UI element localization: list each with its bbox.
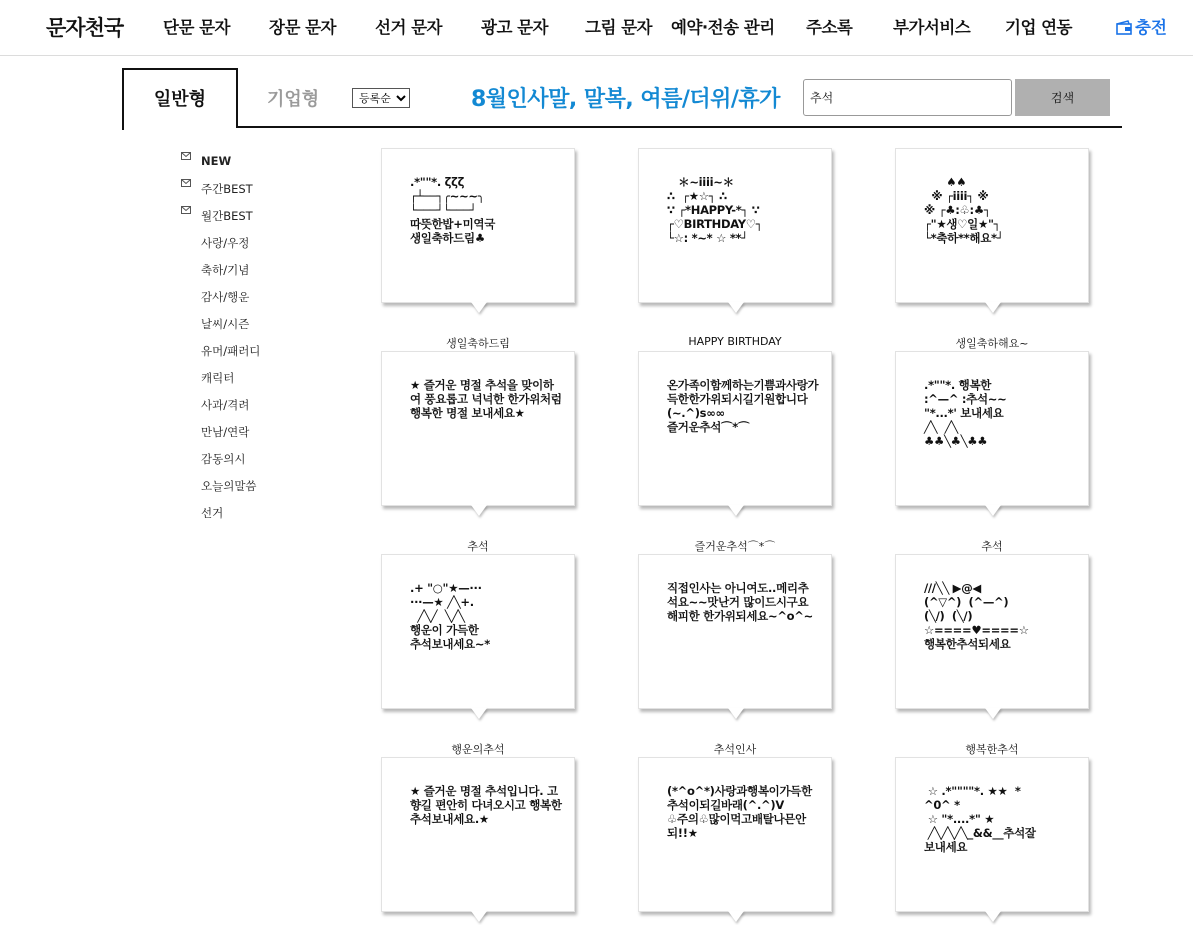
sidebar-item-apology-cheer[interactable] [178, 393, 308, 420]
message-card-grid [381, 148, 1091, 925]
card-title[interactable]: 생일축하드림 [446, 337, 510, 350]
card-message: ＊~iiii~＊ ∴ ┌★☆┐ ∴ ∵ ┌*HAPPY-*┐ ∵ ┌♡BIRTHDAY♡┐ └☆: *~* ☆ **┘ [667, 175, 763, 245]
sidebar-item-label: 주간BEST [201, 182, 253, 196]
charge-button[interactable] [1116, 14, 1167, 38]
nav-election-message[interactable]: 선거 문자 [375, 18, 443, 37]
message-card[interactable] [895, 351, 1089, 506]
category-tabs-row [122, 68, 1122, 128]
card-message: ///╲╲ ▶@◀ (^▽^) (^—^) (╲/) (╲/) ☆====♥====☆ 행복한추석되세요 [924, 581, 1029, 651]
mail-icon [181, 206, 191, 214]
site-logo[interactable]: 문자천국 [46, 16, 124, 40]
nav-business-integration[interactable]: 기업 연동 [1005, 18, 1073, 37]
card-message: ☆ .*""""*. ★★ * ^0^ * ☆ "*....*" ★ ╱╲╱╲╱╲_&&__추석잘 보내세요 [924, 784, 1036, 854]
sidebar-item-todays-word[interactable] [178, 474, 308, 501]
category-sidebar [178, 150, 308, 528]
card-tail [471, 911, 487, 922]
promo-banner-text[interactable]: 8월인사말, 말복, 여름/더위/휴가 [471, 87, 780, 112]
card-tail [728, 708, 744, 719]
sidebar-item-humor-parody[interactable] [178, 339, 308, 366]
card-title[interactable]: 생일축하해요~ [955, 337, 1029, 350]
sidebar-item-label: 감동의시 [201, 452, 246, 466]
mail-icon [181, 179, 191, 187]
card-message: ★ 즐거운 명절 추석을 맞이하여 풍요롭고 넉넉한 한가위처럼 행복한 명절 보내세요★ [410, 378, 566, 420]
card-tail [985, 302, 1001, 313]
card-tail [985, 505, 1001, 516]
message-card[interactable] [638, 351, 832, 506]
card-title[interactable]: 행운의추석 [451, 743, 505, 756]
card-tail [471, 505, 487, 516]
card-title[interactable]: HAPPY BIRTHDAY [688, 335, 782, 348]
sidebar-item-label: 월간BEST [201, 209, 253, 223]
nav-short-message[interactable]: 단문 문자 [163, 18, 231, 37]
message-card[interactable] [381, 351, 575, 506]
message-card[interactable] [638, 148, 832, 303]
top-nav [0, 0, 1193, 56]
message-card[interactable] [895, 148, 1089, 303]
card-message: .+ "○"★—··· ···—★ ╱╲+. ╱╲╱ ╲╱╲ 행운이 가득한 추석보내세요~* [410, 581, 490, 651]
card-message: ♠♠ ※ ┌iiii┐ ※ ※ ┌♣:♧:♣┐ ┌"★생♡일★"┐ └*축하**해요*┘ [924, 175, 1004, 245]
card-tail [985, 708, 1001, 719]
sidebar-item-label: 사과/격려 [201, 398, 250, 412]
sidebar-item-label: 감사/행운 [201, 290, 250, 304]
sidebar-item-label: 유머/패러디 [201, 344, 261, 358]
search-input[interactable] [803, 79, 1012, 116]
tabs-underline [237, 126, 1122, 128]
sidebar-item-label: 만남/연락 [201, 425, 250, 439]
card-message: .*""*. ζζζ ┌┴──┐╭~~~╮ └───┘└───┘ 따뜻한밥+미역국 생일축하드림♣ [410, 175, 495, 245]
card-title[interactable]: 즐거운추석⌒*⌒ [694, 540, 776, 553]
card-tail [728, 302, 744, 313]
message-card[interactable] [381, 148, 575, 303]
card-title[interactable]: 추석인사 [713, 743, 757, 756]
tab-company[interactable]: 기업형 [267, 89, 320, 110]
sidebar-item-label: 사랑/우정 [201, 236, 250, 250]
card-title[interactable]: 행복한추석 [965, 743, 1019, 756]
sidebar-item-weather-season[interactable] [178, 312, 308, 339]
sidebar-item-meeting-contact[interactable] [178, 420, 308, 447]
sidebar-item-monthly-best[interactable] [178, 204, 308, 231]
nav-address-book[interactable]: 주소록 [806, 18, 853, 37]
sidebar-item-label: 오늘의말씀 [201, 479, 257, 493]
card-message: ★ 즐거운 명절 추석입니다. 고향길 편안히 다녀오시고 행복한 추석보내세요.★ [410, 784, 566, 826]
sidebar-item-label: 선거 [201, 506, 224, 520]
mail-icon [181, 152, 191, 160]
sidebar-item-label: 캐릭터 [201, 371, 235, 385]
nav-picture-message[interactable]: 그림 문자 [585, 18, 653, 37]
card-tail [471, 708, 487, 719]
tab-general[interactable]: 일반형 [122, 68, 238, 128]
message-card[interactable] [638, 757, 832, 912]
card-tail [985, 911, 1001, 922]
nav-extra-services[interactable]: 부가서비스 [893, 18, 971, 37]
sidebar-item-weekly-best[interactable] [178, 177, 308, 204]
nav-ad-message[interactable]: 광고 문자 [481, 18, 549, 37]
sidebar-item-character[interactable] [178, 366, 308, 393]
sidebar-item-label: 날씨/시즌 [201, 317, 250, 331]
nav-reservation-management[interactable]: 예약·전송 관리 [671, 18, 775, 37]
wallet-icon [1116, 20, 1132, 35]
sidebar-item-election[interactable] [178, 501, 308, 528]
card-message: (*^o^*)사랑과행복이가득한추석이되길바래(^.^)V ♧주의♧많이먹고배탈나믄안되!!★ [667, 784, 812, 840]
sidebar-item-love-friendship[interactable] [178, 231, 308, 258]
nav-long-message[interactable]: 장문 문자 [269, 18, 337, 37]
card-tail [728, 911, 744, 922]
card-message: 직접인사는 아니여도..메리추석요~~맛난거 많이드시구요 해피한 한가위되세요~^o^~ [667, 581, 813, 623]
sidebar-item-label: NEW [201, 154, 232, 168]
card-message: .*""*. 행복한 :^—^ :추석~~ "*...*' 보내세요 ╱╲ ╱╲ ♣♣╲♣╲♣♣ [924, 378, 1007, 448]
card-message: 온가족이함께하는기쁨과사랑가득한한가위되시길기원합니다(~.^)s∞∞ 즐거운추석⌒*⌒ [667, 378, 819, 434]
charge-label: 충전 [1135, 18, 1167, 37]
sidebar-item-label: 축하/기념 [201, 263, 250, 277]
sidebar-item-congrats[interactable] [178, 258, 308, 285]
message-card[interactable] [895, 554, 1089, 709]
card-title[interactable]: 추석 [467, 540, 489, 553]
message-card[interactable] [638, 554, 832, 709]
sidebar-item-new[interactable] [178, 150, 308, 177]
search-button[interactable]: 검색 [1015, 79, 1110, 116]
sort-select[interactable] [352, 88, 410, 108]
card-tail [728, 505, 744, 516]
card-title[interactable]: 추석 [981, 540, 1003, 553]
message-card[interactable] [381, 757, 575, 912]
message-card[interactable] [381, 554, 575, 709]
card-tail [471, 302, 487, 313]
sidebar-item-touching-poem[interactable] [178, 447, 308, 474]
sidebar-item-thanks-luck[interactable] [178, 285, 308, 312]
message-card[interactable] [895, 757, 1089, 912]
